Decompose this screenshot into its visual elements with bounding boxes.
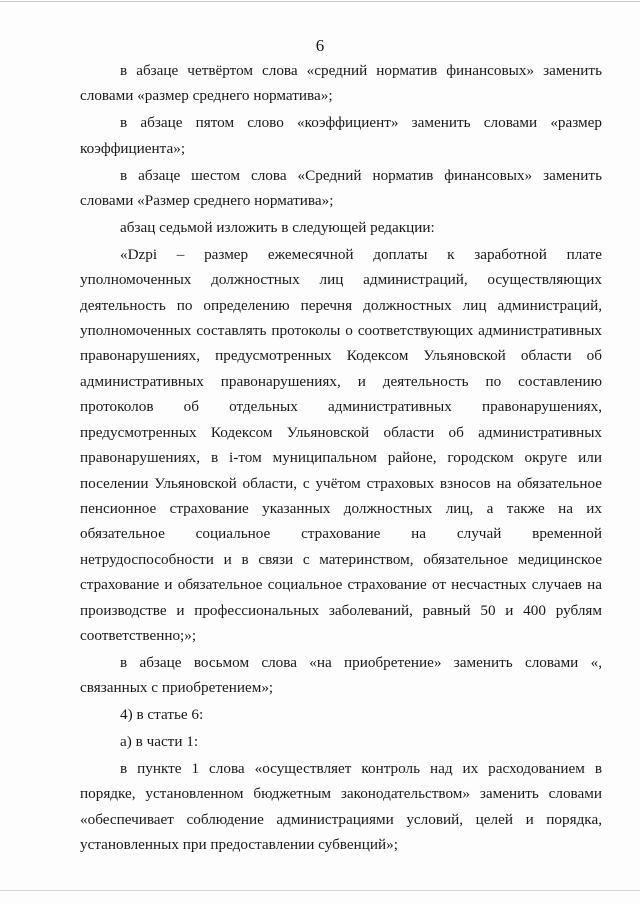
scan-edge-top: [0, 1, 640, 2]
paragraph-1: в абзаце четвёртом слова «средний норматив финансовых» заменить словами «размер среднего норматива»;: [80, 62, 602, 105]
paragraph-2: в абзаце пятом слово «коэффициент» заменить словами «размер коэффициента»;: [80, 114, 602, 157]
paragraph-6: в абзаце восьмом слова «на приобретение» заменить словами «, связанных с приобретением»;: [80, 653, 602, 697]
paragraph-5: «Dzpi – размер ежемесячной доплаты к заработной плате уполномоченных должностных лиц администраций, осуществляющих деятельность по определению перечня должностных лиц администраций, уполномоченных составлять протоколы о соответствующих административных правонарушениях, предусмотренных Кодексом Ульяновской области об административных правонарушениях, и деятельность по составлению протоколов об отдельных административных правонарушениях, предусмотренных Кодексом Ульяновской области об административных правонарушениях, в i-том муниципальном районе, городском округе или поселении Ульяновской области, с учётом страховых взносов на обязательное пенсионное страхование указанных должностных лиц, а также на их обязательное социальное страхование на случай временной нетрудоспособности и в связи с материнством, обязательное медицинское страхование и обязательное социальное страхование от несчастных случаев на производстве и профессиональных заболеваний, равный 50 и 400 рублям соответственно;»;: [80, 245, 602, 644]
paragraph-7: 4) в статье 6:: [120, 706, 204, 724]
document-body: [80, 58, 602, 859]
paragraph-3: в абзаце шестом слова «Средний норматив финансовых» заменить словами «Размер среднего норматива»;: [80, 166, 602, 210]
paragraph-8: а) в части 1:: [120, 733, 199, 751]
page-number: 6: [315, 36, 325, 55]
paragraph-4: абзац седьмой изложить в следующей редакции:: [120, 218, 435, 236]
scan-edge-bottom: [0, 890, 640, 891]
paragraph-9: в пункте 1 слова «осуществляет контроль над их расходованием в порядке, установленном бюджетным законодательством» заменить словами «обеспечивает соблюдение администрациями условий, целей и порядка, установленных при предоставлении субвенций»;: [80, 759, 602, 854]
